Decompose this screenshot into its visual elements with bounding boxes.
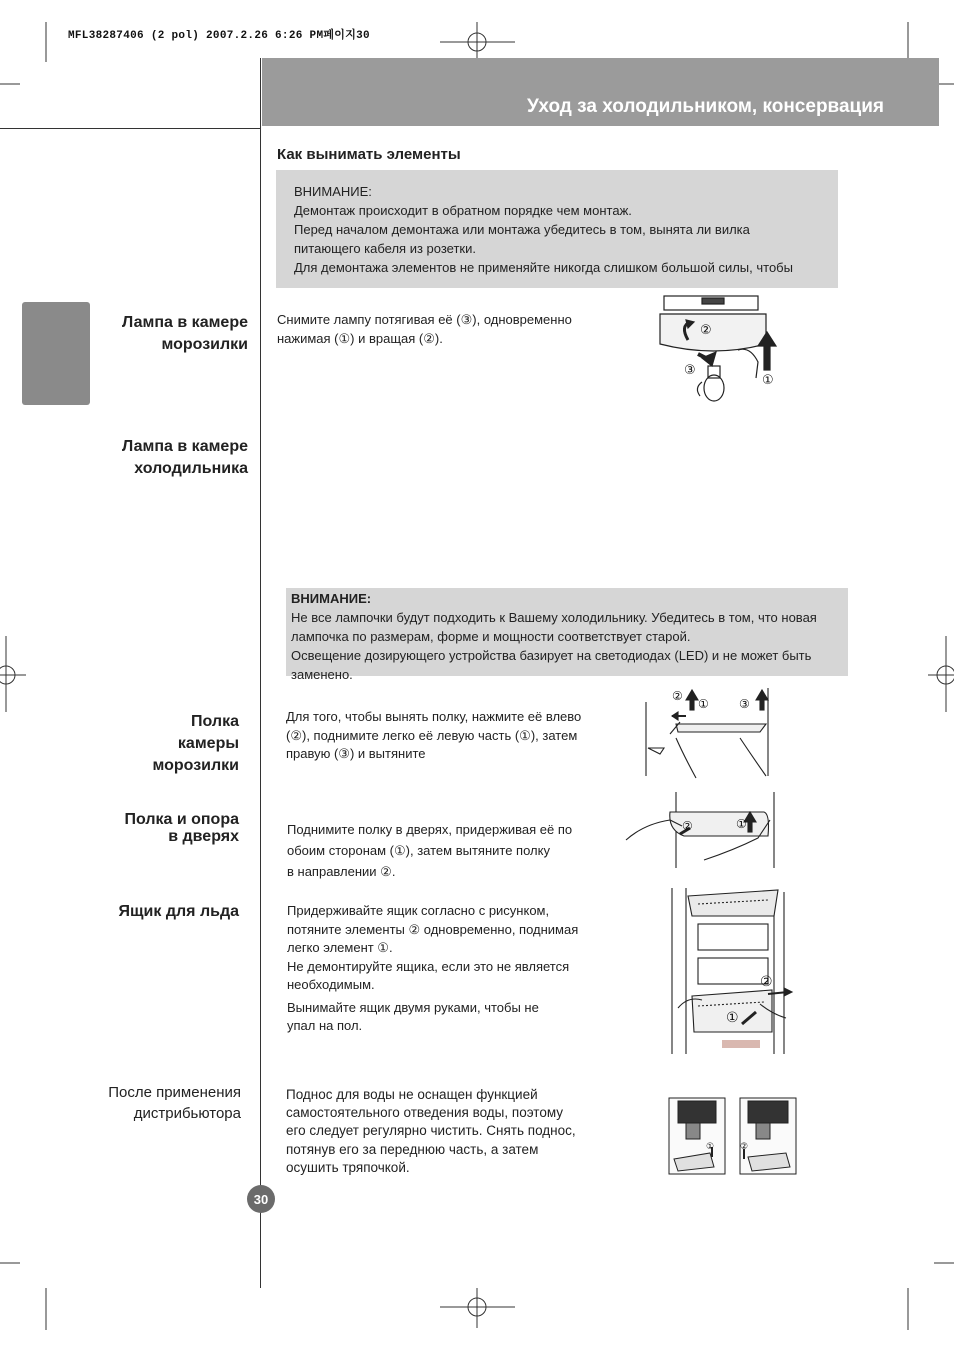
header-rule: [0, 128, 260, 129]
side-tab: [22, 302, 90, 405]
label-door-shelf: Полка и опора в дверях: [124, 811, 239, 845]
warning-line: Для демонтажа элементов не применяйте никогда слишком большой силы, чтобы: [294, 260, 793, 275]
marker-2: ②: [700, 323, 712, 338]
marker-2: ②: [682, 819, 693, 833]
warning-line: заменено.: [291, 667, 353, 682]
marker-2: ②: [760, 974, 773, 990]
marker-1: ①: [698, 697, 709, 711]
column-divider: [260, 58, 261, 1288]
print-slug: MFL38287406 (2 pol) 2007.2.26 6:26 PM페이지30: [68, 30, 370, 42]
text-dispenser: Поднос для воды не оснащен функцией самостоятельного отведения воды, поэтому его следует регулярно чистить. Снять поднос, потянув его за переднюю часть, а затем осушить тряпочкой.: [286, 1087, 576, 1175]
marker-3: ③: [739, 697, 750, 711]
freezer-shelf-illustration: [640, 686, 780, 781]
page-header-title: Уход за холодильником, консервация: [527, 96, 884, 117]
label-ice-box: Ящик для льда: [118, 903, 239, 920]
text-door-shelf: Поднимите полку в дверях, придерживая её по обоим сторонам (①), затем вытяните полку в направлении ②.: [287, 822, 573, 879]
door-shelf-illustration: [624, 790, 784, 870]
label-fridge-lamp: Лампа в камере холодильника: [122, 438, 248, 477]
label-freezer-shelf: Полка камеры морозилки: [152, 713, 239, 774]
warning-line: Перед началом демонтажа или монтажа убедитесь в том, вынята ли вилка: [294, 222, 750, 237]
warning-line: питающего кабеля из розетки.: [294, 241, 476, 256]
text-ice-box: Придерживайте ящик согласно с рисунком, потяните элементы ② одновременно, поднимая легко элемент ①. Не демонтируйте ящика, если это не является необходимым. Вынимайте ящик двумя руками, чтобы не упал на пол.: [287, 903, 579, 1033]
page-number-badge: 30: [247, 1185, 275, 1213]
warning-line: Демонтаж происходит в обратном порядке чем монтаж.: [294, 203, 632, 218]
marker-1: ①: [726, 1010, 739, 1026]
marker-1: ①: [736, 817, 747, 831]
dispenser-illustration: [668, 1097, 798, 1177]
ice-box-illustration: [668, 886, 793, 1056]
warning-line: Освещение дозирующего устройства базирует на светодиодах (LED) и не может быть: [291, 648, 812, 663]
label-freezer-lamp: Лампа в камере морозилки: [122, 314, 248, 353]
warning-box-bulbs: [286, 588, 848, 682]
marker-3: ③: [684, 363, 696, 378]
label-dispenser: После применения дистрибьютора: [108, 1084, 241, 1122]
text-freezer-lamp: Снимите лампу потягивая её (③), одновременно нажимая (①) и вращая (②).: [277, 312, 572, 346]
warning-heading: ВНИМАНИЕ:: [291, 591, 372, 606]
warning-line: лампочка по размерам, форме и мощности соответствует старой.: [291, 629, 691, 644]
warning-line: ВНИМАНИЕ:: [294, 184, 372, 199]
warning-box-top: [276, 170, 838, 288]
section-title: Как вынимать элементы: [277, 146, 461, 163]
marker-2: ②: [740, 1142, 749, 1152]
marker-1: ①: [762, 373, 774, 388]
marker-2: ②: [672, 689, 683, 703]
text-freezer-shelf: Для того, чтобы вынять полку, нажмите её влево (②), поднимите легко её левую часть (①), затем правую (③) и вытяните: [286, 709, 582, 761]
freezer-lamp-illustration: [658, 292, 788, 412]
warning-line: Не все лампочки будут подходить к Вашему холодильнику. Убедитесь в том, что новая: [291, 610, 817, 625]
marker-1: ①: [706, 1142, 715, 1152]
